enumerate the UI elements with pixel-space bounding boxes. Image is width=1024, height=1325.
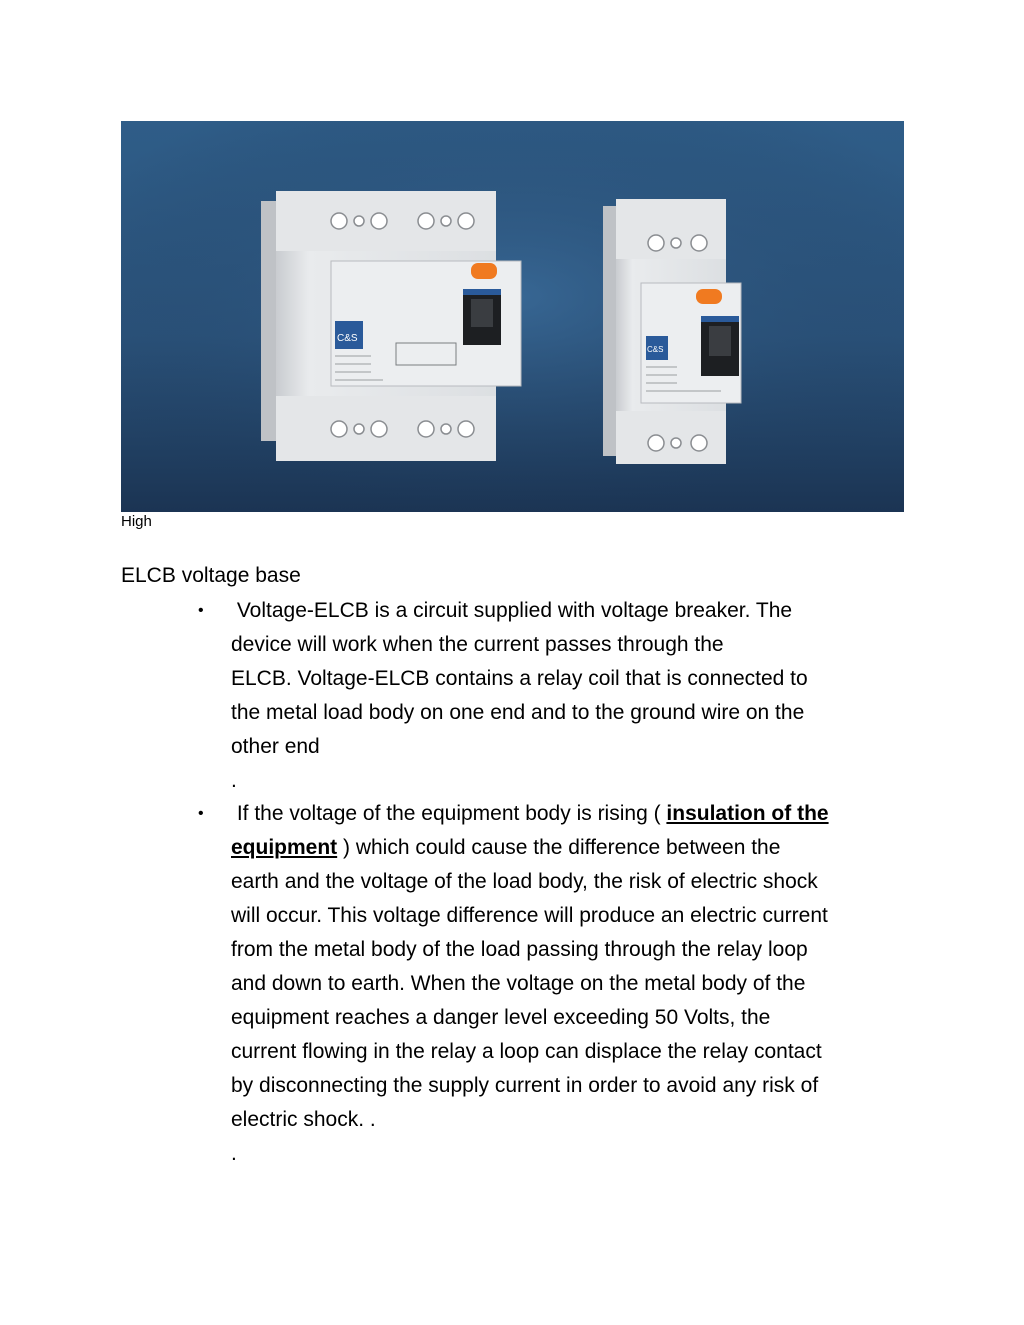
bullet-line: by disconnecting the supply current in order to avoid any risk of xyxy=(231,1074,819,1097)
bullet-line: ELCB. Voltage-ELCB contains a relay coil that is connected to xyxy=(231,667,808,690)
bullet-text: If the voltage of the equipment body is rising ( xyxy=(231,802,667,825)
bullet-line: other end xyxy=(231,735,320,758)
breaker-photo xyxy=(121,121,904,512)
bullet-line: . xyxy=(231,769,237,792)
bullet-line xyxy=(231,797,911,831)
bullet-line: will occur. This voltage difference will produce an electric current xyxy=(231,904,828,927)
bullet-line: earth and the voltage of the load body, the risk of electric shock xyxy=(231,870,818,893)
bullet-line: from the metal body of the load passing through the relay loop xyxy=(231,938,808,961)
svg-text:C&S: C&S xyxy=(647,345,664,354)
bullet-line: electric shock. . xyxy=(231,1108,376,1131)
bullet-line: the metal load body on one end and to the ground wire on the xyxy=(231,701,805,724)
bullet-item-equipment-voltage xyxy=(198,797,911,1171)
bullet-text: ) which could cause the difference between the xyxy=(337,836,781,859)
bullet-marker: • xyxy=(198,602,204,619)
insulation-link[interactable]: insulation of the xyxy=(666,802,829,825)
section-heading: ELCB voltage base xyxy=(121,564,301,587)
bullet-item-voltage-elcb xyxy=(198,594,911,798)
bullet-line: . xyxy=(231,1142,237,1165)
insulation-link-continued[interactable]: equipment xyxy=(231,836,338,859)
bullet-line: device will work when the current passes through the xyxy=(231,633,724,656)
two-pole-breaker xyxy=(603,199,741,464)
four-pole-breaker xyxy=(261,191,521,461)
figure-caption: High xyxy=(121,513,152,530)
bullet-line: equipment reaches a danger level exceeding 50 Volts, the xyxy=(231,1006,771,1029)
svg-text:C&S: C&S xyxy=(337,333,358,344)
bullet-marker: • xyxy=(198,805,204,822)
bullet-line: and down to earth. When the voltage on the metal body of the xyxy=(231,972,806,995)
bullet-line xyxy=(231,831,911,865)
bullet-line: Voltage-ELCB is a circuit supplied with voltage breaker. The xyxy=(231,599,793,622)
bullet-line: current flowing in the relay a loop can displace the relay contact xyxy=(231,1040,822,1063)
